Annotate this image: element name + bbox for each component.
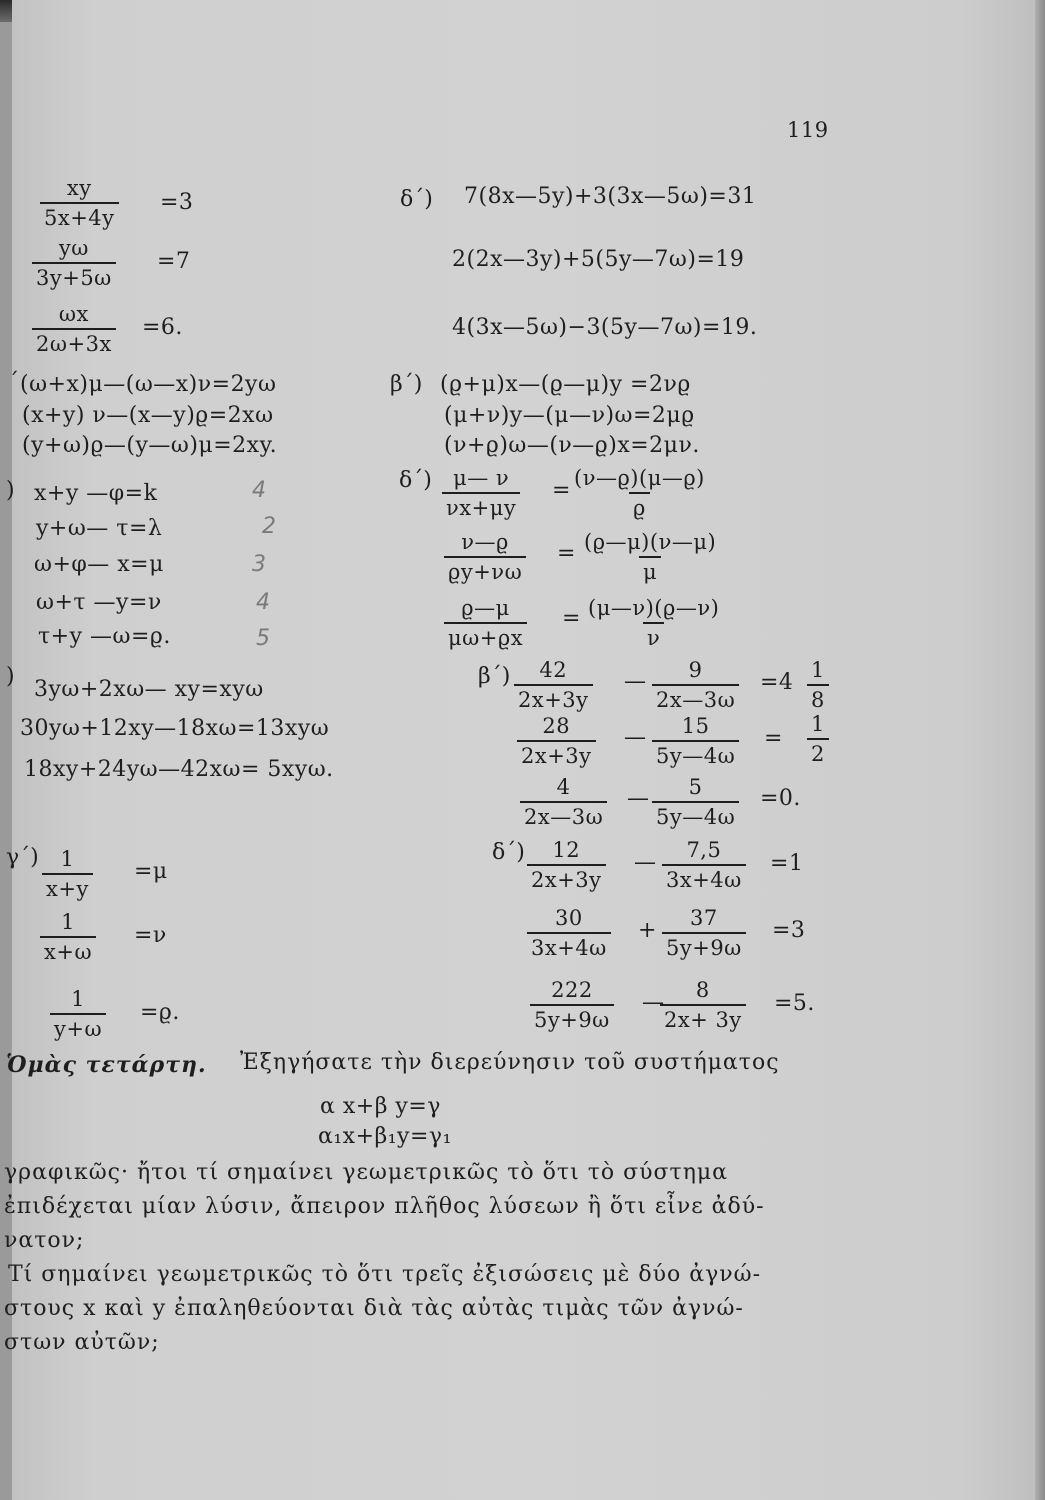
denominator: 2x+3y bbox=[527, 864, 606, 892]
rhs: =1 bbox=[770, 851, 804, 876]
fraction bbox=[662, 838, 746, 892]
equation: 2(2x—3y)+5(5y—7ω)=19 bbox=[452, 247, 745, 272]
operator: + bbox=[638, 918, 657, 943]
equation: (y+ω)ϱ—(y—ω)μ=2xy. bbox=[22, 433, 278, 458]
denominator: 2x—3ω bbox=[520, 801, 607, 829]
equals-sign: = bbox=[562, 606, 581, 631]
fraction bbox=[530, 978, 614, 1032]
rhs: =3 bbox=[772, 918, 806, 943]
pencil-note: 3 bbox=[252, 552, 267, 577]
numerator: 15 bbox=[681, 714, 710, 738]
denominator: ν bbox=[643, 622, 664, 650]
paragraph-line: Ἐξηγήσατε τὴν διερεύνησιν τοῦ συστήματος bbox=[240, 1050, 780, 1075]
rhs: =5. bbox=[774, 991, 815, 1016]
rhs: =4 bbox=[760, 670, 794, 695]
paragraph-line: στων αὐτῶν; bbox=[4, 1330, 160, 1355]
paragraph-line: Τί σημαίνει γεωμετρικῶς τὸ ὅτι τρεῖς ἐξισώσεις μὲ δύο ἀγνώ- bbox=[8, 1262, 762, 1287]
numerator: 28 bbox=[542, 714, 571, 738]
numerator: 1 bbox=[811, 658, 825, 682]
equation: (ω+x)μ—(ω—x)ν=2yω bbox=[20, 372, 277, 397]
operator: — bbox=[624, 669, 647, 694]
equation: ω+τ —y=ν bbox=[36, 590, 162, 615]
numerator: 37 bbox=[690, 906, 718, 930]
rhs: = bbox=[764, 726, 783, 751]
denominator: 3x+4ω bbox=[662, 864, 746, 892]
fraction bbox=[662, 906, 746, 960]
numerator: 4 bbox=[556, 775, 571, 799]
system-equation: α x+β y=γ bbox=[320, 1094, 441, 1119]
page-number: 119 bbox=[787, 118, 829, 142]
numerator: 1 bbox=[61, 910, 75, 934]
rhs: =μ bbox=[134, 859, 168, 884]
fraction bbox=[40, 910, 96, 964]
system-equation: α₁x+β₁y=γ₁ bbox=[318, 1124, 452, 1149]
equation: τ+y —ω=ϱ. bbox=[38, 624, 171, 649]
exercise-label: γ΄) bbox=[6, 845, 39, 870]
numerator: 222 bbox=[551, 978, 593, 1002]
section-heading: Ὁμὰς τετάρτη. bbox=[6, 1052, 207, 1078]
denominator: 5x+4y bbox=[40, 202, 119, 230]
denominator: νx+μy bbox=[442, 492, 520, 520]
equation: 7(8x—5y)+3(3x—5ω)=31 bbox=[464, 184, 757, 209]
exercise-label: δ΄) bbox=[399, 468, 432, 493]
equation: 18xy+24yω—42xω= 5xyω. bbox=[24, 757, 334, 782]
denominator: 2ω+3x bbox=[32, 328, 116, 356]
denominator: 8 bbox=[807, 684, 829, 712]
denominator: 2x+3y bbox=[514, 684, 593, 712]
operator: — bbox=[624, 725, 647, 750]
equation: 30yω+12xy—18xω=13xyω bbox=[20, 716, 330, 741]
numerator: 1 bbox=[71, 987, 85, 1011]
denominator: μω+ϱx bbox=[444, 622, 527, 650]
denominator: 2x—3ω bbox=[652, 684, 739, 712]
numerator: 1 bbox=[811, 712, 825, 736]
scan-right-edge bbox=[1035, 0, 1045, 1500]
denominator: x+ω bbox=[40, 936, 96, 964]
denominator: 5y—4ω bbox=[652, 801, 739, 829]
exercise-label: β΄) bbox=[478, 664, 511, 689]
equals-sign: = bbox=[552, 478, 571, 503]
equation: ω+φ— x=μ bbox=[34, 552, 164, 577]
operator: — bbox=[642, 990, 665, 1015]
equation: (x+y) ν—(x—y)ϱ=2xω bbox=[22, 403, 274, 428]
denominator: 3y+5ω bbox=[32, 262, 116, 290]
equation: y+ω— τ=λ bbox=[36, 516, 163, 541]
denominator: x+y bbox=[42, 873, 93, 901]
denominator: 2x+3y bbox=[517, 740, 596, 768]
fraction bbox=[652, 714, 739, 768]
equation: x+y —φ=k bbox=[34, 481, 158, 506]
exercise-mark: ) bbox=[6, 664, 16, 689]
denominator: 5y+9ω bbox=[530, 1004, 614, 1032]
fraction-eq-2 bbox=[32, 236, 116, 290]
fraction bbox=[50, 987, 106, 1041]
pencil-note: 5 bbox=[256, 626, 271, 651]
denominator: 5y+9ω bbox=[662, 932, 746, 960]
numerator: 8 bbox=[695, 978, 710, 1002]
book-page bbox=[4, 0, 1045, 1500]
denominator: 3x+4ω bbox=[527, 932, 611, 960]
fraction-eq-3 bbox=[32, 302, 116, 356]
operator: — bbox=[627, 786, 650, 811]
paragraph-line: νατον; bbox=[4, 1228, 85, 1253]
denominator: y+ω bbox=[50, 1013, 106, 1041]
equation: 4(3x—5ω)−3(5y—7ω)=19. bbox=[452, 315, 758, 340]
numerator: ν—ϱ bbox=[461, 530, 509, 554]
numerator: (ϱ—μ)(ν—μ) bbox=[584, 530, 717, 554]
fraction bbox=[442, 466, 520, 520]
equation: (ν+ϱ)ω—(ν—ϱ)x=2μν. bbox=[444, 433, 700, 458]
fraction bbox=[444, 596, 527, 650]
denominator: ϱ bbox=[629, 492, 650, 520]
denominator: 2x+ 3y bbox=[660, 1004, 746, 1032]
numerator: yω bbox=[58, 236, 89, 260]
rhs: =6. bbox=[142, 315, 183, 340]
fraction bbox=[570, 466, 709, 520]
exercise-mark: ) bbox=[6, 478, 16, 503]
fraction bbox=[652, 658, 739, 712]
exercise-label: δ΄) bbox=[492, 840, 525, 865]
exercise-mark: ΄ bbox=[8, 370, 20, 395]
equation: (μ+ν)y—(μ—ν)ω=2μϱ bbox=[444, 403, 695, 428]
denominator: 5y—4ω bbox=[652, 740, 739, 768]
fraction bbox=[807, 712, 829, 766]
fraction bbox=[517, 714, 596, 768]
numerator: (ν—ϱ)(μ—ϱ) bbox=[574, 466, 705, 490]
pencil-note: 4 bbox=[252, 478, 267, 503]
fraction-eq-1 bbox=[40, 176, 119, 230]
paragraph-line: ἐπιδέχεται μίαν λύσιν, ἄπειρον πλῆθος λύσεων ἢ ὅτι εἶνε ἀδύ- bbox=[4, 1194, 765, 1219]
denominator: μ bbox=[639, 556, 661, 584]
rhs: =ν bbox=[134, 923, 167, 948]
fraction bbox=[527, 838, 606, 892]
fraction bbox=[520, 775, 607, 829]
paragraph-line: γραφικῶς· ἤτοι τί σημαίνει γεωμετρικῶς τὸ ὅτι τὸ σύστημα bbox=[4, 1160, 729, 1185]
numerator: 7,5 bbox=[686, 838, 722, 862]
numerator: 1 bbox=[60, 847, 75, 871]
numerator: μ— ν bbox=[453, 466, 510, 490]
denominator: 2 bbox=[807, 738, 829, 766]
fraction bbox=[660, 978, 746, 1032]
fraction bbox=[580, 530, 720, 584]
paragraph-line: στους x καὶ y ἐπαληθεύονται διὰ τὰς αὐτὰς τιμὰς τῶν ἀγνώ- bbox=[4, 1296, 744, 1321]
fraction bbox=[444, 530, 526, 584]
fraction bbox=[652, 775, 739, 829]
numerator: 5 bbox=[688, 775, 703, 799]
numerator: xy bbox=[66, 176, 92, 200]
equation: (ϱ+μ)x—(ϱ—μ)y =2νϱ bbox=[440, 372, 691, 397]
numerator: (μ—ν)(ϱ—ν) bbox=[588, 596, 720, 620]
numerator: 9 bbox=[688, 658, 703, 682]
numerator: 30 bbox=[555, 906, 583, 930]
rhs: =ϱ. bbox=[140, 1000, 180, 1025]
equals-sign: = bbox=[557, 541, 576, 566]
rhs: =3 bbox=[160, 190, 194, 215]
fraction bbox=[584, 596, 723, 650]
numerator: 42 bbox=[539, 658, 568, 682]
rhs: =7 bbox=[157, 249, 191, 274]
fraction bbox=[514, 658, 593, 712]
operator: — bbox=[634, 850, 657, 875]
pencil-note: 4 bbox=[256, 590, 271, 615]
numerator: ϱ—μ bbox=[461, 596, 510, 620]
pencil-note: 2 bbox=[262, 514, 277, 539]
fraction bbox=[527, 906, 611, 960]
exercise-label: δ΄) bbox=[400, 187, 433, 212]
denominator: ϱy+νω bbox=[444, 556, 526, 584]
numerator: ωx bbox=[58, 302, 89, 326]
numerator: 12 bbox=[552, 838, 581, 862]
rhs: =0. bbox=[760, 786, 801, 811]
exercise-label: β΄) bbox=[390, 372, 423, 397]
mixed-fraction bbox=[807, 658, 829, 712]
equation: 3yω+2xω— xy=xyω bbox=[34, 677, 264, 702]
fraction bbox=[42, 847, 93, 901]
